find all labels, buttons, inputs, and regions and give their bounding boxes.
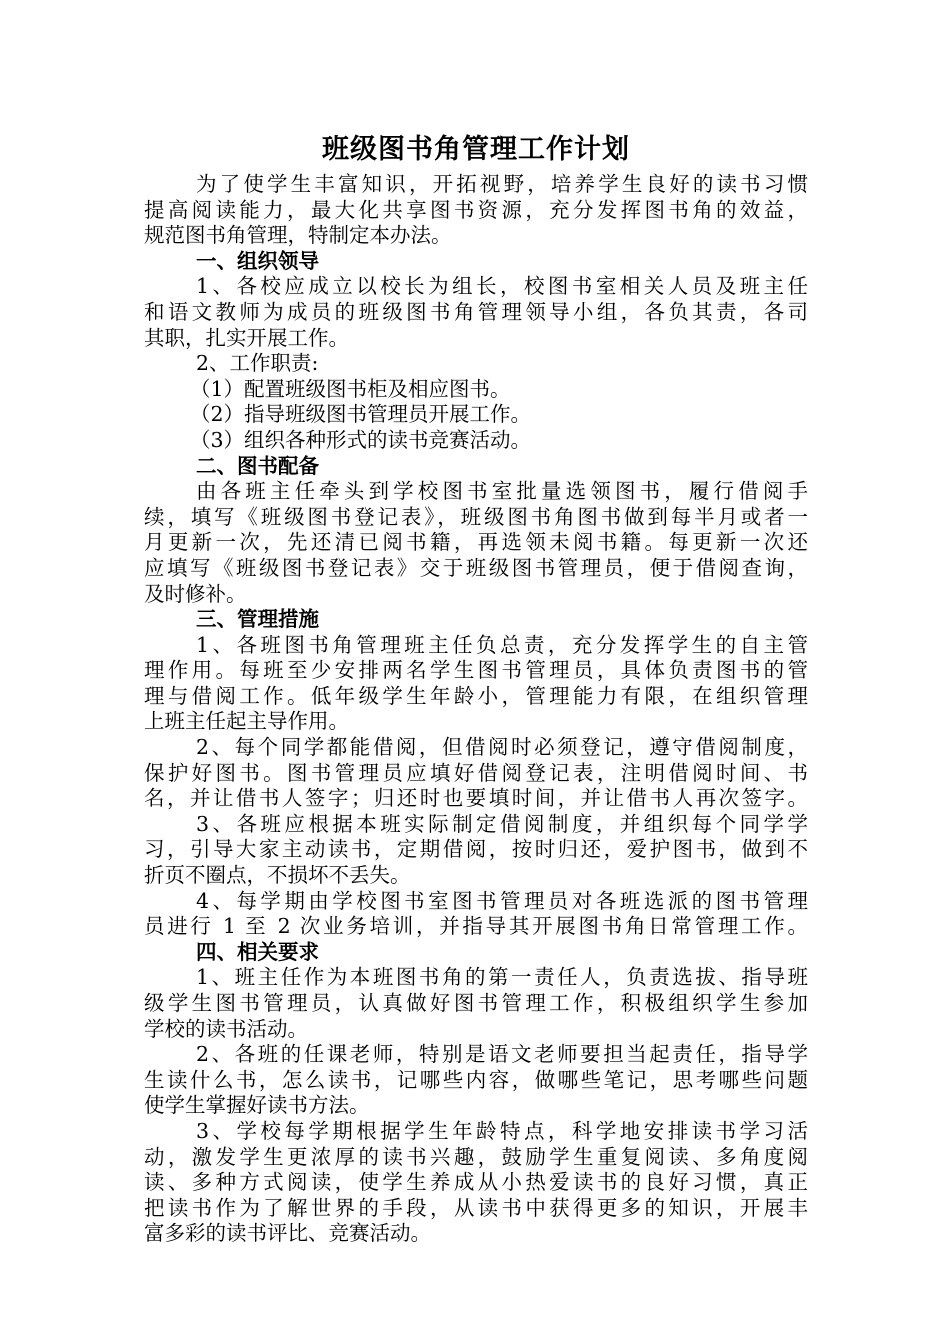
section-heading-books: 二、图书配备: [196, 453, 319, 478]
text-line: 折页不圈点，不损坏不丢失。: [144, 863, 411, 888]
text-line: 习，引导大家主动读书，定期借阅，按时归还，爱护图书，做到不: [144, 837, 808, 862]
paragraph-organization-1: [144, 274, 808, 351]
text-line: 读、多种方式阅读，使学生养成从小热爱读书的良好习惯，真正: [144, 1170, 808, 1195]
text-line: 为了使学生丰富知识，开拓视野，培养学生良好的读书习惯: [196, 172, 808, 196]
text-line: 动，激发学生更浓厚的读书兴趣，鼓励学生重复阅读、多角度阅: [144, 1144, 808, 1169]
text-line: 2、每个同学都能借阅，但借阅时必须登记，遵守借阅制度，: [196, 735, 808, 760]
text-line: 员进行 1 至 2 次业务培训，并指导其开展图书角日常管理工作。: [144, 914, 808, 939]
text-line: 其职，扎实开展工作。: [144, 325, 349, 350]
paragraph-management-2: [144, 735, 808, 812]
text-line: 使学生掌握好读书方法。: [144, 1093, 370, 1118]
text-line: 3、学校每学期根据学生年龄特点，科学地安排读书学习活: [196, 1118, 808, 1143]
text-line: 续，填写《班级图书登记表》，班级图书角图书做到每半月或者一: [144, 504, 808, 529]
text-line: 月更新一次，先还清已阅书籍，再选领未阅书籍。每更新一次还: [144, 530, 808, 555]
paragraph-management-3: [144, 812, 808, 889]
text-line: 由各班主任牵头到学校图书室批量选领图书，履行借阅手: [196, 479, 808, 504]
text-line: 2、各班的任课老师，特别是语文老师要担当起责任，指导学: [196, 1042, 808, 1067]
text-line: 3、各班应根据本班实际制定借阅制度，并组织每个同学学: [196, 811, 808, 836]
text-line: 1、各班图书角管理班主任负总责，充分发挥学生的自主管: [196, 632, 808, 657]
paragraph-management-4: [144, 889, 808, 940]
text-line: 学校的读书活动。: [144, 1016, 308, 1041]
paragraph-requirements-1: [144, 965, 808, 1042]
text-line: 富多彩的读书评比、竞赛活动。: [144, 1221, 431, 1246]
text-line: 提高阅读能力，最大化共享图书资源，充分发挥图书角的效益，: [144, 197, 808, 222]
document-page: [144, 128, 808, 1247]
text-line: 理作用。每班至少安排两名学生图书管理员，具体负责图书的管: [144, 658, 808, 683]
text-line: 1、各校应成立以校长为组长，校图书室相关人员及班主任: [196, 274, 808, 299]
text-line: 名，并让借书人签字；归还时也要填时间，并让借书人再次签字。: [144, 786, 808, 811]
text-line: 生读什么书，怎么读书，记哪些内容，做哪些笔记，思考哪些问题: [144, 1067, 808, 1092]
text-line: 1、班主任作为本班图书角的第一责任人，负责选拔、指导班: [196, 965, 808, 990]
section-heading-management: 三、管理措施: [196, 607, 319, 632]
text-line: 把读书作为了解世界的手段，从读书中获得更多的知识，开展丰: [144, 1195, 808, 1220]
text-line: 及时修补。: [144, 581, 247, 606]
text-line: 级学生图书管理员，认真做好图书管理工作，积极组织学生参加: [144, 991, 808, 1015]
paragraph-requirements-2: [144, 1042, 808, 1119]
text-line: 4、每学期由学校图书室图书管理员对各班选派的图书管理: [196, 888, 808, 913]
text-line: 和语文教师为成员的班级图书角管理领导小组，各负其责，各司: [144, 299, 808, 324]
text-line: 应填写《班级图书登记表》交于班级图书管理员，便于借阅查询，: [144, 555, 808, 580]
document-title: 班级图书角管理工作计划: [322, 134, 630, 165]
section-heading-requirements: 四、相关要求: [196, 939, 319, 964]
text-line: 规范图书角管理，特制定本办法。: [144, 223, 452, 248]
paragraph-requirements-3: [144, 1119, 808, 1247]
paragraph-organization-2: [144, 351, 808, 377]
section-heading-organization: 一、组织领导: [196, 248, 319, 273]
text-line: 保护好图书。图书管理员应填好借阅登记表，注明借阅时间、书: [144, 760, 808, 785]
list-item: （1）配置班级图书柜及相应图书。: [190, 376, 511, 401]
duties-list: [144, 377, 808, 454]
paragraph-management-1: [144, 633, 808, 735]
text-line: 2、工作职责:: [196, 351, 319, 376]
text-line: 理与借阅工作。低年级学生年龄小，管理能力有限，在组织管理: [144, 683, 808, 708]
list-item: （3）组织各种形式的读书竞赛活动。: [190, 427, 532, 452]
text-line: 上班主任起主导作用。: [144, 709, 349, 734]
intro-paragraph: [144, 172, 808, 249]
list-item: （2）指导班级图书管理员开展工作。: [190, 402, 532, 427]
paragraph-books-1: [144, 479, 808, 607]
